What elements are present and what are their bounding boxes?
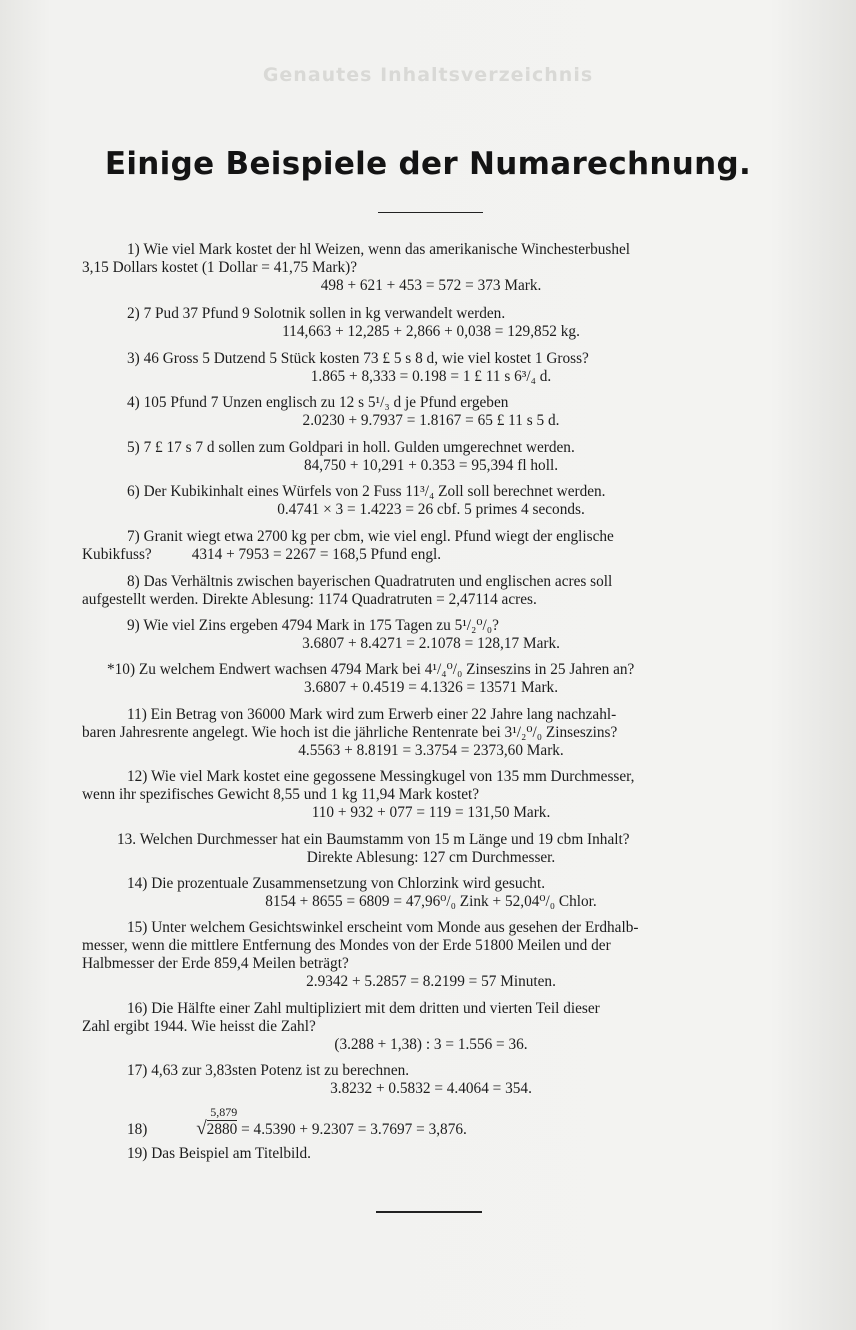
example-question: Die Hälfte einer Zahl multipliziert mit dem dritten und vierten Teil dieser <box>151 1000 600 1017</box>
example-3 <box>82 350 780 386</box>
example-13 <box>82 831 780 867</box>
example-question: 105 Pfund 7 Unzen englisch zu 12 s 5¹/₃ d je Pfund ergeben <box>143 394 509 411</box>
example-7 <box>82 528 780 564</box>
example-answer: 4.5563 + 8.8191 = 3.3754 = 2373,60 Mark. <box>298 742 564 759</box>
example-question-cont: aufgestellt werden. Direkte Ablesung: 1174 Quadratruten = 2,47114 acres. <box>82 591 537 608</box>
example-number: 17) <box>127 1062 148 1079</box>
example-number: 7) <box>127 528 140 545</box>
example-17 <box>82 1062 780 1098</box>
example-9 <box>82 617 780 653</box>
example-number: 1) <box>127 241 140 258</box>
faint-header-text: Genautes Inhaltsverzeichnis <box>262 64 594 86</box>
example-number: 11) <box>127 706 147 723</box>
example-question: Das Beispiel am Titelbild. <box>151 1145 312 1162</box>
example-answer: 3.8232 + 0.5832 = 4.4064 = 354. <box>330 1080 532 1097</box>
example-question-cont: Kubikfuss? <box>82 546 152 563</box>
example-question: 4,63 zur 3,83sten Potenz ist zu berechnen. <box>151 1062 410 1079</box>
example-10 <box>82 661 780 697</box>
example-number: 8) <box>127 573 140 590</box>
example-15 <box>82 919 780 991</box>
example-question: 7 Pud 37 Pfund 9 Solotnik sollen in kg verwandelt werden. <box>143 305 506 322</box>
example-question-cont: Zahl ergibt 1944. Wie heisst die Zahl? <box>82 1018 316 1035</box>
example-number: 13. <box>117 831 137 848</box>
example-4 <box>82 394 780 430</box>
example-number: 16) <box>127 1000 148 1017</box>
example-16 <box>82 1000 780 1054</box>
example-answer: 1.865 + 8,333 = 0.198 = 1 £ 11 s 6³/₄ d. <box>310 368 552 385</box>
example-number: 12) <box>127 768 148 785</box>
example-number: 19) <box>127 1145 148 1162</box>
root-expression <box>151 1105 238 1139</box>
example-number: 14) <box>127 875 148 892</box>
radicand: 2880 <box>206 1121 238 1138</box>
example-question: Das Verhältnis zwischen bayerischen Quadratruten und englischen acres soll <box>143 573 613 590</box>
example-answer: (3.288 + 1,38) : 3 = 1.556 = 36. <box>334 1036 528 1053</box>
example-question: Wie viel Zins ergeben 4794 Mark in 175 Tagen zu 5¹/₂⁰/₀? <box>143 617 499 634</box>
example-answer: 4314 + 7953 = 2267 = 168,5 Pfund engl. <box>191 546 442 563</box>
example-answer: 114,663 + 12,285 + 2,866 + 0,038 = 129,852 kg. <box>282 323 580 340</box>
closing-divider <box>376 1211 482 1213</box>
example-answer: 3.6807 + 0.4519 = 4.1326 = 13571 Mark. <box>303 679 559 696</box>
example-number: 5) <box>127 439 140 456</box>
example-answer: 2.0230 + 9.7937 = 1.8167 = 65 £ 11 s 5 d. <box>302 412 560 429</box>
example-answer: 110 + 932 + 077 = 119 = 131,50 Mark. <box>311 804 551 821</box>
example-answer: = 4.5390 + 9.2307 = 3.7697 = 3,876. <box>241 1121 467 1138</box>
root-index: 5,879 <box>210 1105 238 1119</box>
example-question: 7 £ 17 s 7 d sollen zum Goldpari in holl. Gulden umgerechnet werden. <box>143 439 575 456</box>
example-11 <box>82 706 780 760</box>
example-question: Wie viel Mark kostet der hl Weizen, wenn das amerikanische Winchesterbushel <box>143 241 631 258</box>
example-8 <box>82 573 780 609</box>
example-question: Der Kubikinhalt eines Würfels von 2 Fuss 11³/₄ Zoll soll berechnet werden. <box>143 483 606 500</box>
example-5 <box>82 439 780 475</box>
example-number: 2) <box>127 305 140 322</box>
example-question: Welchen Durchmesser hat ein Baumstamm von 15 m Länge und 19 cbm Inhalt? <box>139 831 630 848</box>
example-19 <box>82 1145 780 1163</box>
example-answer: 498 + 621 + 453 = 572 = 373 Mark. <box>320 277 542 294</box>
example-question: Granit wiegt etwa 2700 kg per cbm, wie viel engl. Pfund wiegt der englische <box>143 528 614 545</box>
example-question: Wie viel Mark kostet eine gegossene Messingkugel von 135 mm Durchmesser, <box>150 768 635 785</box>
example-question-cont: baren Jahresrente angelegt. Wie hoch ist die jährliche Rentenrate bei 3¹/₂⁰/₀ Zinseszins? <box>82 724 618 741</box>
example-number: 9) <box>127 617 140 634</box>
example-14 <box>82 875 780 911</box>
title-divider <box>378 212 483 213</box>
example-answer: Direkte Ablesung: 127 cm Durchmesser. <box>306 849 556 866</box>
page-title: Einige Beispiele der Numarechnung. <box>104 146 752 182</box>
example-number: 18) <box>127 1121 148 1138</box>
example-answer: 3.6807 + 8.4271 = 2.1078 = 128,17 Mark. <box>302 635 560 652</box>
example-number: 6) <box>127 483 140 500</box>
example-question-cont: messer, wenn die mittlere Entfernung des Mondes von der Erde 51800 Meilen und der <box>82 937 611 954</box>
example-answer: 2.9342 + 5.2857 = 8.2199 = 57 Minuten. <box>306 973 556 990</box>
example-6 <box>82 483 780 519</box>
example-question: Zu welchem Endwert wachsen 4794 Mark bei 4¹/₄⁰/₀ Zinseszins in 25 Jahren an? <box>138 661 635 678</box>
example-12 <box>82 768 780 822</box>
example-answer: 0.4741 × 3 = 1.4223 = 26 cbf. 5 primes 4 seconds. <box>277 501 585 518</box>
example-number: 3) <box>127 350 140 367</box>
example-2 <box>82 305 780 341</box>
example-1 <box>82 241 780 295</box>
example-18 <box>82 1105 780 1139</box>
example-question-cont: wenn ihr spezifisches Gewicht 8,55 und 1 kg 11,94 Mark kostet? <box>82 786 480 803</box>
example-question: 46 Gross 5 Dutzend 5 Stück kosten 73 £ 5 s 8 d, wie viel kostet 1 Gross? <box>143 350 589 367</box>
example-question: Die prozentuale Zusammensetzung von Chlorzink wird gesucht. <box>151 875 546 892</box>
radical-sign-icon: √ <box>196 1118 207 1139</box>
example-question: Unter welchem Gesichtswinkel erscheint vom Monde aus gesehen der Erdhalb- <box>151 919 639 936</box>
example-number: *10) <box>107 661 136 678</box>
example-number: 4) <box>127 394 140 411</box>
example-number: 15) <box>127 919 148 936</box>
example-answer: 8154 + 8655 = 6809 = 47,96⁰/₀ Zink + 52,04⁰/₀ Chlor. <box>265 893 597 910</box>
example-question-cont: 3,15 Dollars kostet (1 Dollar = 41,75 Mark)? <box>82 259 357 276</box>
example-question: Ein Betrag von 36000 Mark wird zum Erwerb einer 22 Jahre lang nachzahl- <box>150 706 617 723</box>
example-question-cont: Halbmesser der Erde 859,4 Meilen beträgt? <box>82 955 349 972</box>
example-answer: 84,750 + 10,291 + 0.353 = 95,394 fl holl. <box>303 457 559 474</box>
